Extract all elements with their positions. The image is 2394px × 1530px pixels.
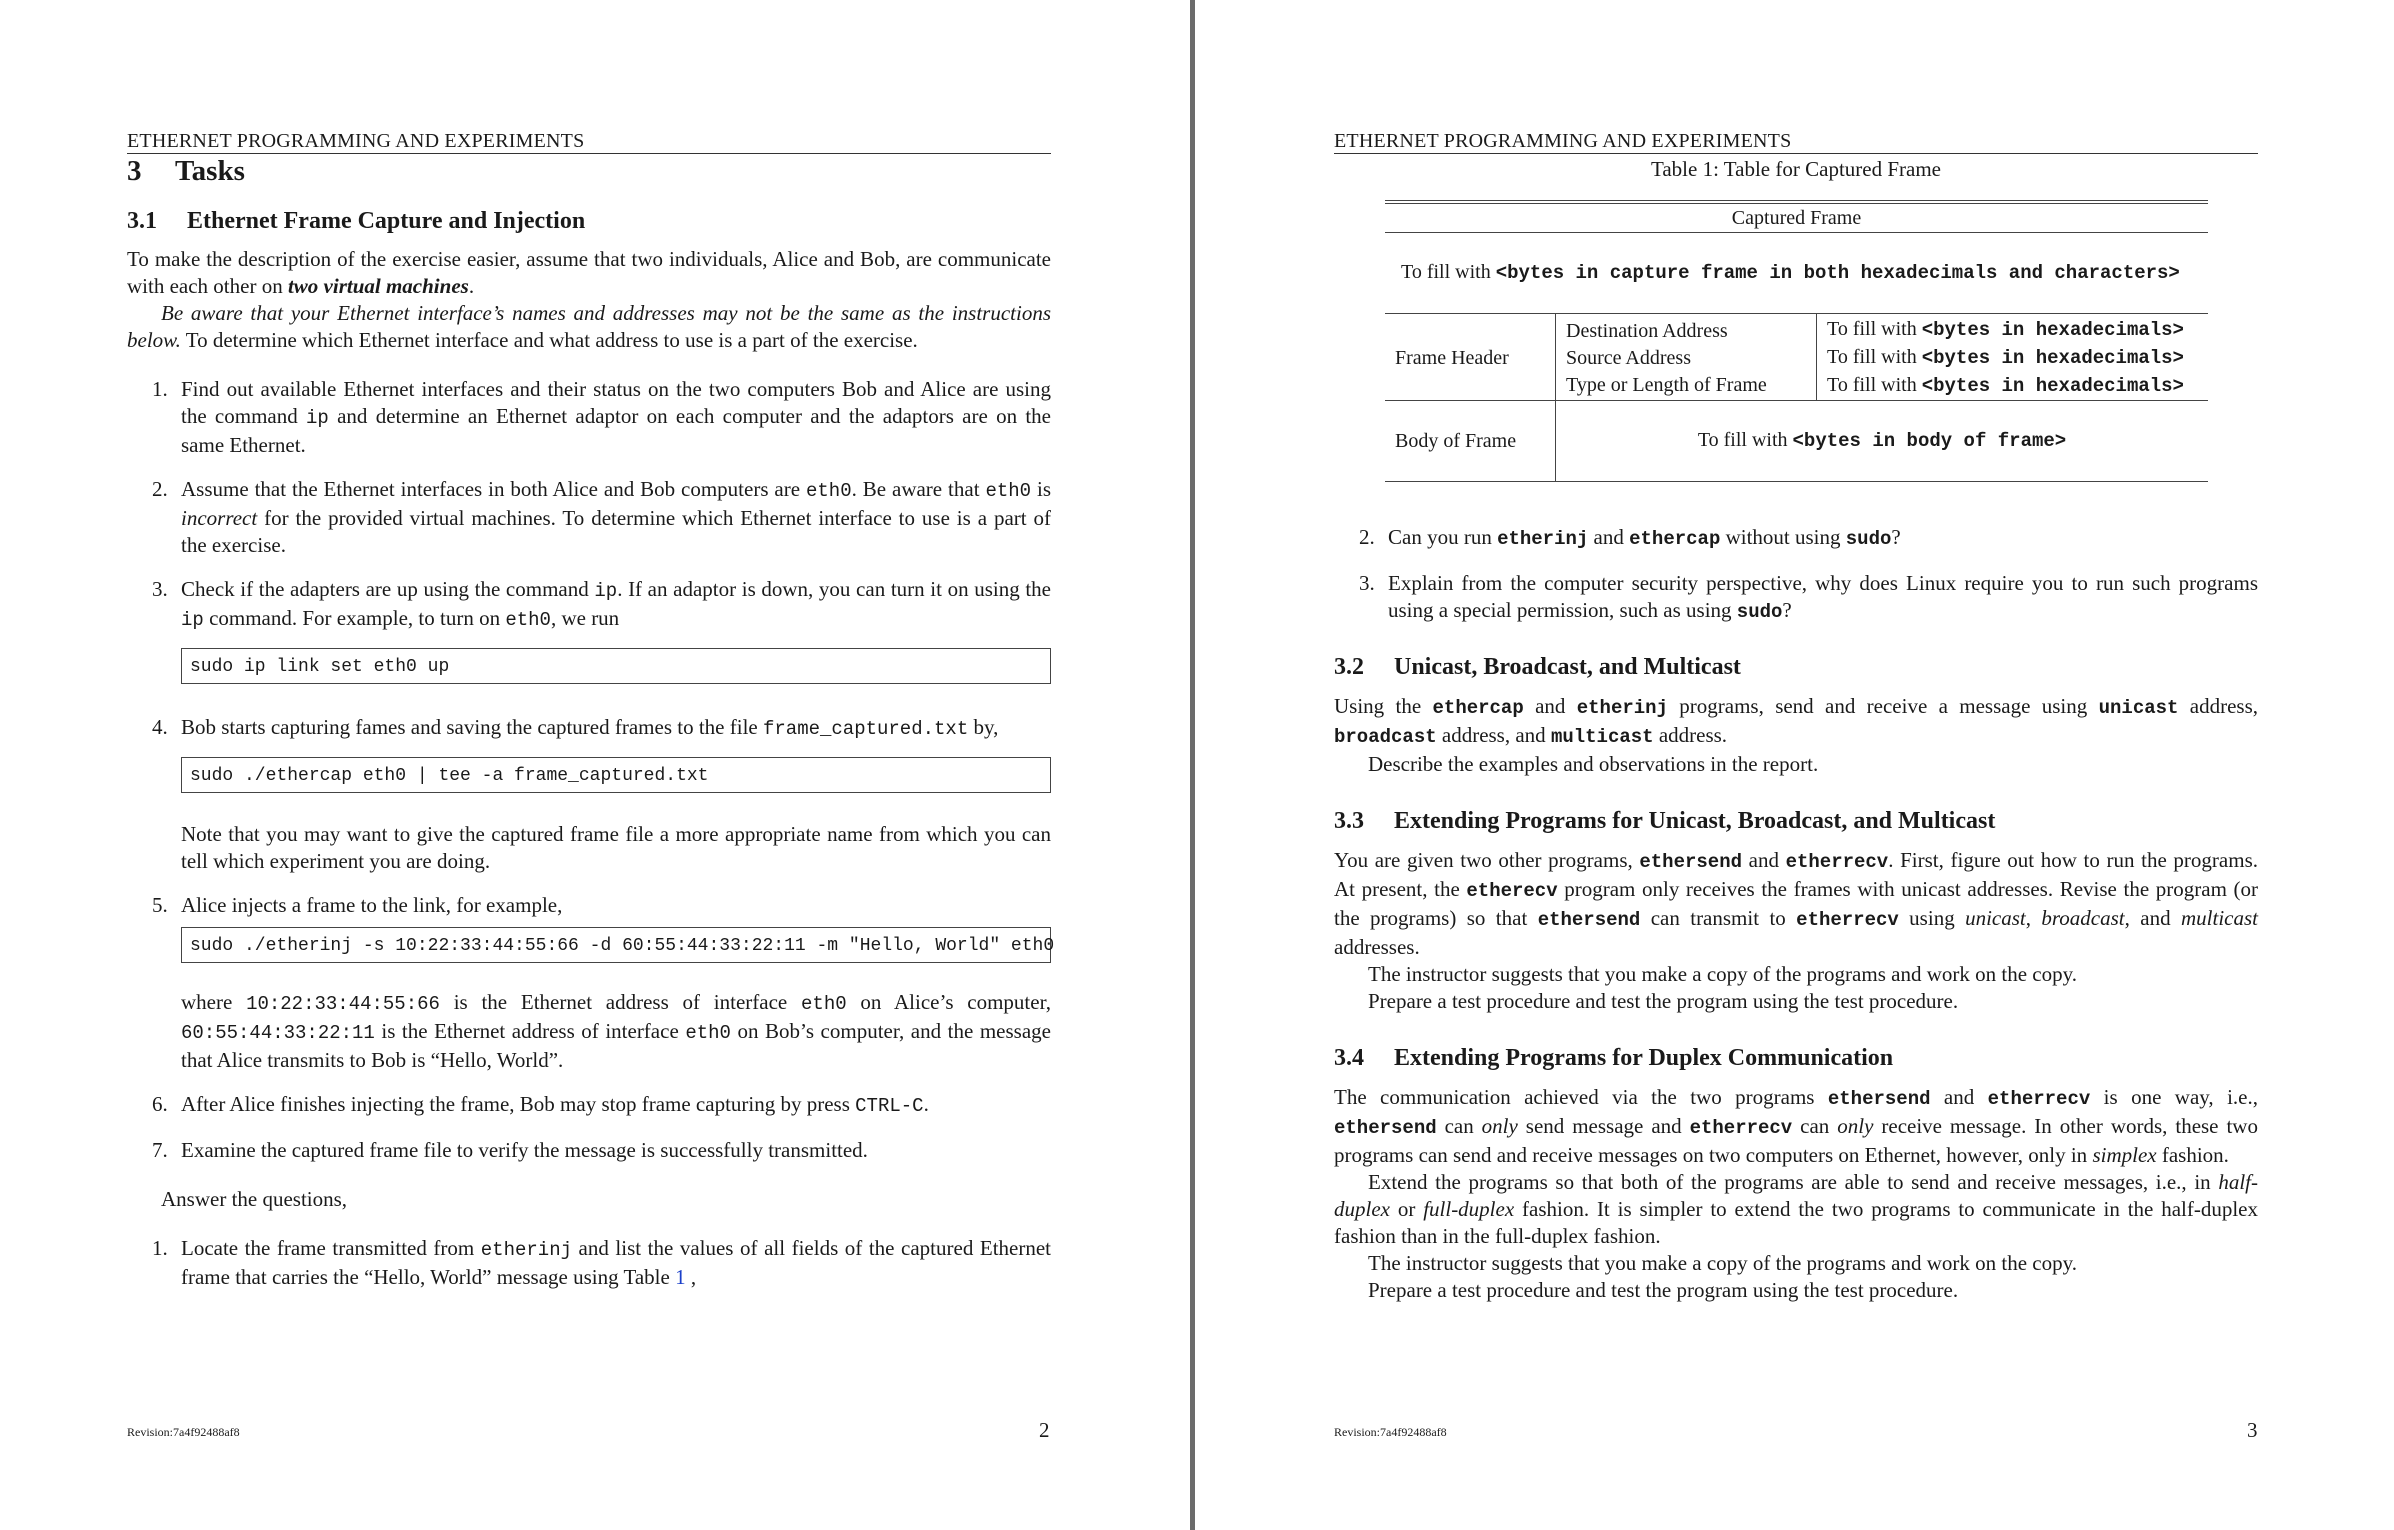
list-item: 2. Can you run etherinj and ethercap without using sudo? (1359, 525, 1901, 550)
running-head: ETHERNET PROGRAMMING AND EXPERIMENTS (1334, 130, 2258, 154)
section-3-2-paragraph-2: Describe the examples and observations in the report. (1368, 752, 1819, 776)
table-row (1385, 314, 2208, 401)
page-3-content (1334, 130, 2258, 1304)
step-5-where: where 10:22:33:44:55:66 is the Ethernet address of interface eth0 on Alice’s computer, 60:55:44:33:22:11 is the Ethernet address of interface eth0 on Bob’s computer, and the message that Alice transmits to Bob is “Hello, World”. (181, 990, 1051, 1072)
section-3-2-paragraph: Using the ethercap and etherinj programs, send and receive a message using unicast address, broadcast address, and multicast address. (1334, 694, 2259, 748)
page-2-content (127, 130, 1055, 1291)
task-steps (127, 376, 1051, 634)
list-item: 4. Bob starts capturing fames and saving the captured frames to the file frame_captured.txt by, (152, 715, 999, 740)
body-fill: To fill with <bytes in body of frame> (1556, 401, 2209, 482)
subsection-heading-3-1 (127, 206, 1051, 236)
section-3-3-paragraph-3: Prepare a test procedure and test the program using the test procedure. (1368, 989, 1959, 1013)
warning-paragraph: Be aware that your Ethernet interface’s names and addresses may not be the same as the instructions below. To determine which Ethernet interface and what address to use is a part of the exercise. (127, 301, 1051, 352)
section-3-4-paragraph-2: Extend the programs so that both of the programs are able to send and receive messages, i.e., in half-duplex or full-duplex fashion. It is simpler to extend the two programs to communicate in the half-duplex fashion than in the full-duplex fashion. (1334, 1170, 2258, 1248)
table-1-link[interactable]: 1 (675, 1265, 686, 1289)
code-box-ip-link: sudo ip link set eth0 up (181, 648, 1051, 684)
frame-header-label: Frame Header (1395, 346, 1509, 369)
list-item: 7. Examine the captured frame file to verify the message is successfully transmitted. (152, 1138, 868, 1162)
list-item: 1. Locate the frame transmitted from etherinj and list the values of all fields of the captured Ethernet frame that carries the “Hello, World” message using Table 1 , (152, 1236, 1052, 1289)
subsection-title: Ethernet Frame Capture and Injection (187, 208, 586, 234)
list-item: 2. Assume that the Ethernet interfaces in both Alice and Bob computers are eth0. Be aware that eth0 is incorrect for the provided virtual machines. To determine which Ethernet interface to use is a part of the exercise. (152, 477, 1051, 557)
page-2 (0, 0, 1190, 1530)
task-steps-cont-2 (127, 892, 1051, 919)
questions-cont (1334, 524, 2258, 626)
subsection-number: 3.1 (127, 208, 157, 234)
intro-paragraph: To make the description of the exercise easier, assume that two individuals, Alice and Bob, are communicate with each other on two virtual machines. (127, 247, 1051, 298)
section-3-4-paragraph-3: The instructor suggests that you make a copy of the programs and work on the copy. (1368, 1251, 2077, 1275)
task-steps-cont-3 (127, 1091, 1051, 1164)
questions (127, 1235, 1051, 1291)
section-number: 3 (127, 155, 142, 187)
page-number: 2 (1039, 1418, 1050, 1442)
list-item: 3. Check if the adapters are up using the command ip. If an adaptor is down, you can turn it on using the ip command. For example, to turn on eth0, we run (152, 577, 1051, 631)
body-label: Body of Frame (1395, 429, 1517, 452)
captured-frame-table (1385, 200, 2208, 482)
page-3 (1195, 0, 2394, 1530)
frame-header-fills: To fill with <bytes in hexadecimals> To fill with <bytes in hexadecimals> To fill with <bytes in hexadecimals> (1817, 314, 2209, 401)
subsection-heading-3-3: 3.3 Extending Programs for Unicast, Broadcast, and Multicast (1334, 808, 1996, 834)
step-4-note: Note that you may want to give the captured frame file a more appropriate name from which you can tell which experiment you are doing. (181, 822, 1051, 873)
subsection-heading-3-2: 3.2 Unicast, Broadcast, and Multicast (1334, 654, 1741, 680)
section-title: Tasks (175, 155, 245, 187)
section-3-4-paragraph: The communication achieved via the two programs ethersend and etherrecv is one way, i.e., ethersend can only send message and etherrecv can only receive message. In other words, these two programs can send and receive messages on two computers on Ethernet, however, only in simplex fashion. (1334, 1085, 2258, 1167)
table-header-cell: Captured Frame (1731, 206, 1862, 229)
revision-footer: Revision:7a4f92488af8 (127, 1425, 240, 1439)
page-number: 3 (2247, 1418, 2258, 1442)
code-box-ethercap: sudo ./ethercap eth0 | tee -a frame_captured.txt (181, 757, 1051, 793)
task-steps-cont (127, 714, 1051, 743)
frame-header-fields: Destination Address Source Address Type or Length of Frame (1556, 314, 1817, 401)
table-cell-all-bytes: To fill with <bytes in capture frame in both hexadecimals and characters> (1401, 261, 2180, 284)
table-caption: Table 1: Table for Captured Frame (1651, 157, 1941, 181)
section-3-3-paragraph-2: The instructor suggests that you make a copy of the programs and work on the copy. (1368, 962, 2077, 986)
list-item: 6. After Alice finishes injecting the frame, Bob may stop frame capturing by press CTRL-C. (152, 1092, 929, 1117)
code-box-etherinj: sudo ./etherinj -s 10:22:33:44:55:66 -d 60:55:44:33:22:11 -m "Hello, World" eth0 (181, 927, 1051, 963)
section-3-3-paragraph: You are given two other programs, ethersend and etherrecv. First, figure out how to run the programs. At present, the etherecv program only receives the frames with unicast addresses. Revise the program (or the programs) so that ethersend can transmit to etherrecv using unicast, broadcast, and multicast addresses. (1334, 848, 2258, 959)
section-3-4-paragraph-4: Prepare a test procedure and test the program using the test procedure. (1368, 1278, 1959, 1302)
revision-footer: Revision:7a4f92488af8 (1334, 1425, 1447, 1439)
list-item: 3. Explain from the computer security perspective, why does Linux require you to run such programs using a special permission, such as using sudo? (1359, 571, 2258, 623)
subsection-heading-3-4: 3.4 Extending Programs for Duplex Communication (1334, 1045, 1894, 1071)
table-row (1385, 202, 2208, 233)
answer-intro: Answer the questions, (161, 1187, 348, 1211)
table-row (1385, 233, 2208, 314)
list-item: 5. Alice injects a frame to the link, for example, (152, 893, 563, 917)
running-head: ETHERNET PROGRAMMING AND EXPERIMENTS (127, 130, 1051, 154)
section-heading (127, 154, 1051, 188)
table-row (1385, 401, 2208, 482)
list-item: 1. Find out available Ethernet interfaces and their status on the two computers Bob and Alice are using the command ip and determine an Ethernet adaptor on each computer and the adaptors are on the same Ethernet. (152, 377, 1052, 457)
